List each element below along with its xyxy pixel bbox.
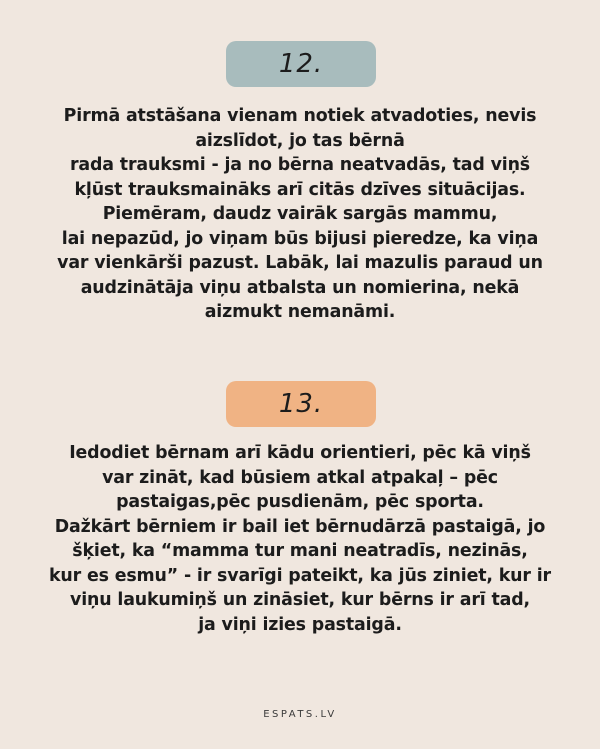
section-12-number-badge (226, 41, 376, 87)
section-12-line: lai nepazūd, jo viņam būs bijusi pieredze, ka viņa (61, 228, 539, 249)
section-13-line: šķiet, ka “mamma tur mani neatradīs, nezinās, (72, 541, 528, 561)
section-12-line: Piemēram, daudz vairāk sargās mammu, (102, 204, 498, 224)
section-13-line: Dažkārt bērniem ir bail iet bērnudārzā pastaigā, jo (54, 516, 546, 537)
section-13-line: var zināt, kad būsiem atkal atpakaļ – pēc (102, 467, 498, 488)
footer-brand: ESPATS.LV (263, 709, 337, 720)
section-12-line: rada trauksmi - ja no bērna neatvadās, tad viņš (69, 155, 531, 175)
section-12-number: 12. (278, 49, 324, 79)
section-13-number-badge (226, 381, 376, 427)
section-13-paragraph (8, 441, 592, 637)
section-12-line: kļūst trauksmaināks arī citās dzīves situācijas. (74, 179, 526, 200)
section-12-line: aizmukt nemanāmi. (204, 302, 396, 322)
section-12-line: aizslīdot, jo tas bērnā (195, 130, 405, 151)
section-12-paragraph (8, 104, 592, 325)
section-12-line: var vienkārši pazust. Labāk, lai mazulis paraud un (57, 253, 543, 273)
section-13-line: kur es esmu” - ir svarīgi pateikt, ka jūs ziniet, kur ir (48, 565, 551, 586)
section-13-line: ja viņi izies pastaigā. (198, 614, 402, 635)
section-12-line: audzinātāja viņu atbalsta un nomierina, nekā (80, 277, 520, 298)
section-13-line: Iedodiet bērnam arī kādu orientieri, pēc kā viņš (69, 443, 531, 463)
section-13-line: pastaigas,pēc pusdienām, pēc sporta. (116, 492, 484, 512)
section-12-line: Pirmā atstāšana vienam notiek atvadoties, nevis (63, 106, 537, 126)
section-13-number: 13. (278, 389, 324, 419)
section-13-line: viņu laukumiņš un zināsiet, kur bērns ir arī tad, (70, 590, 530, 610)
